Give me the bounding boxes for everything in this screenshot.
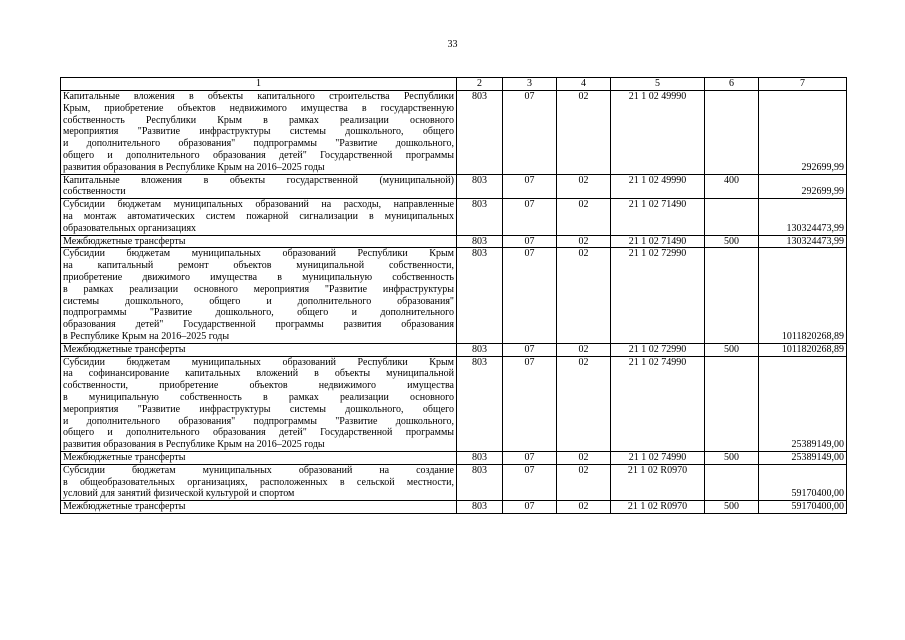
description-line: и дополнительного образования" подпрограммы "Развитие дошкольного, [63,415,454,427]
expense-type-code: 500 [705,235,759,248]
expense-type-code [705,356,759,451]
target-article-code: 21 1 02 72990 [611,248,705,343]
description-line: развития образования в Республике Крым на 2016–2025 годы [63,439,325,451]
description-line: собственности [63,186,126,198]
target-article-code: 21 1 02 71490 [611,199,705,235]
subsection-code: 02 [557,356,611,451]
subsection-code: 02 [557,91,611,175]
description-line: Субсидии бюджетам муниципальных образований на создание [63,464,454,476]
description-line: Капитальные вложения в объекты государственной (муниципальной) [63,174,454,186]
description-line: подпрограммы "Развитие дошкольного, общего и дополнительного [63,307,454,319]
expense-type-code: 500 [705,451,759,464]
description-line: на капитальный ремонт объектов муниципальной собственности, [63,260,454,272]
table-header-row [61,78,847,91]
page-number: 33 [447,39,458,50]
target-article-code: 21 1 02 49990 [611,174,705,199]
subsection-code: 02 [557,174,611,199]
target-article-code: 21 1 02 72990 [611,343,705,356]
table-row [61,451,847,464]
section-code: 07 [503,501,557,514]
expense-type-code [705,248,759,343]
row-description [61,464,457,500]
expense-type-code [705,199,759,235]
column-header: 2 [457,78,503,91]
description-line: Крым, приобретение объектов недвижимого имущества в государственную [63,102,454,114]
row-description [61,356,457,451]
amount-value: 25389149,00 [759,451,847,464]
description-line: мероприятия "Развитие инфраструктуры системы дошкольного, общего [63,126,454,138]
description-line: системы дошкольного, общего и дополнительного образования" [63,295,454,307]
expense-type-code [705,464,759,500]
amount-value: 1011820268,89 [759,248,847,343]
amount-value: 130324473,99 [759,199,847,235]
row-description [61,91,457,175]
row-description [61,199,457,235]
description-line: Межбюджетные трансферты [63,451,186,463]
table-row [61,501,847,514]
row-description [61,174,457,199]
description-line: условий для занятий физической культурой и спортом [63,488,295,500]
subsection-code: 02 [557,235,611,248]
description-line: собственности, приобретение объектов недвижимого имущества [63,380,454,392]
section-code: 07 [503,91,557,175]
section-code: 07 [503,343,557,356]
target-article-code: 21 1 02 74990 [611,356,705,451]
description-line: общего и дополнительного образования детей" Государственной программы [63,149,454,161]
ministry-code: 803 [457,91,503,175]
row-description [61,248,457,343]
table-row [61,356,847,451]
expense-type-code: 500 [705,343,759,356]
description-line: развития образования в Республике Крым на 2016–2025 годы [63,161,325,173]
amount-value: 25389149,00 [759,356,847,451]
amount-value: 130324473,99 [759,235,847,248]
description-line: на монтаж автоматических систем пожарной сигнализации в муниципальных [63,210,454,222]
description-line: Субсидии бюджетам муниципальных образований Республики Крым [63,356,454,368]
ministry-code: 803 [457,248,503,343]
ministry-code: 803 [457,199,503,235]
column-header: 4 [557,78,611,91]
table-row [61,235,847,248]
description-line: образования детей" Государственной программы развития образования [63,319,454,331]
description-line: в рамках реализации основного мероприятия "Развитие инфраструктуры [63,283,454,295]
ministry-code: 803 [457,501,503,514]
description-line: в муниципальную собственность в рамках реализации основного [63,391,454,403]
amount-value: 59170400,00 [759,464,847,500]
section-code: 07 [503,174,557,199]
column-header: 5 [611,78,705,91]
subsection-code: 02 [557,451,611,464]
description-line: в Республике Крым на 2016–2025 годы [63,330,230,342]
amount-value: 1011820268,89 [759,343,847,356]
subsection-code: 02 [557,501,611,514]
subsection-code: 02 [557,343,611,356]
description-line: Субсидии бюджетам муниципальных образований на расходы, направленные [63,199,454,211]
table-row [61,91,847,175]
column-header: 3 [503,78,557,91]
description-line: в общеобразовательных организациях, расположенных в сельской местности, [63,476,454,488]
description-line: образовательных организациях [63,222,197,234]
description-line: общего и дополнительного образования детей" Государственной программы [63,427,454,439]
description-line: на софинансирование капитальных вложений в объекты муниципальной [63,368,454,380]
target-article-code: 21 1 02 R0970 [611,501,705,514]
expense-type-code [705,91,759,175]
row-description [61,451,457,464]
column-header: 6 [705,78,759,91]
subsection-code: 02 [557,199,611,235]
table-row [61,248,847,343]
section-code: 07 [503,199,557,235]
section-code: 07 [503,451,557,464]
row-description [61,343,457,356]
amount-value: 292699,99 [759,174,847,199]
description-line: Капитальные вложения в объекты капитального строительства Республики [63,91,454,102]
description-line: Межбюджетные трансферты [63,501,186,513]
section-code: 07 [503,235,557,248]
table-row [61,464,847,500]
table-row [61,343,847,356]
table-row [61,174,847,199]
subsection-code: 02 [557,464,611,500]
target-article-code: 21 1 02 R0970 [611,464,705,500]
target-article-code: 21 1 02 74990 [611,451,705,464]
budget-table [60,77,847,514]
description-line: и дополнительного образования" подпрограммы "Развитие дошкольного, [63,138,454,150]
section-code: 07 [503,248,557,343]
section-code: 07 [503,356,557,451]
ministry-code: 803 [457,235,503,248]
target-article-code: 21 1 02 49990 [611,91,705,175]
target-article-code: 21 1 02 71490 [611,235,705,248]
row-description [61,235,457,248]
expense-type-code: 400 [705,174,759,199]
ministry-code: 803 [457,356,503,451]
amount-value: 59170400,00 [759,501,847,514]
table-row [61,199,847,235]
amount-value: 292699,99 [759,91,847,175]
description-line: собственность Республики Крым в рамках реализации основного [63,114,454,126]
description-line: приобретение движимого имущества в муниципальную собственность [63,271,454,283]
section-code: 07 [503,464,557,500]
description-line: Субсидии бюджетам муниципальных образований Республики Крым [63,248,454,260]
expense-type-code: 500 [705,501,759,514]
ministry-code: 803 [457,343,503,356]
ministry-code: 803 [457,464,503,500]
description-line: Межбюджетные трансферты [63,235,186,247]
ministry-code: 803 [457,174,503,199]
column-header: 1 [61,78,457,91]
ministry-code: 803 [457,451,503,464]
description-line: Межбюджетные трансферты [63,343,186,355]
subsection-code: 02 [557,248,611,343]
column-header: 7 [759,78,847,91]
description-line: мероприятия "Развитие инфраструктуры системы дошкольного, общего [63,403,454,415]
row-description [61,501,457,514]
